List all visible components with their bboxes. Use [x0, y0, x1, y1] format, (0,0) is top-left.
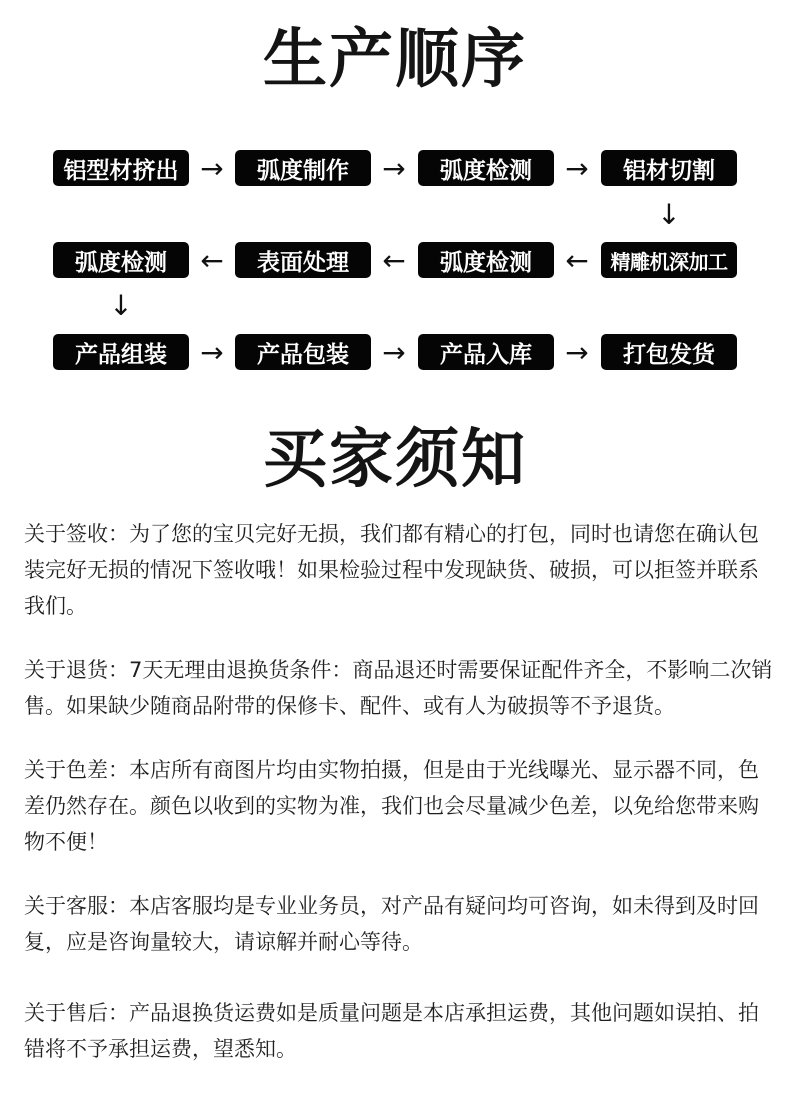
step-cnc-machining: 精雕机深加工: [601, 242, 737, 278]
step-curve-inspection-2: 弧度检测: [418, 242, 554, 278]
production-order-title: 生产顺序: [263, 23, 527, 97]
arrow-left-icon: ←: [565, 243, 589, 277]
notice-label: 关于售后：: [24, 1001, 129, 1025]
notice-label: 关于退货：: [24, 658, 129, 682]
step-aluminum-cutting: 铝材切割: [601, 150, 737, 186]
arrow-right-icon: →: [565, 335, 589, 369]
notice-returns: [24, 652, 776, 724]
arrow-down-icon: ↓: [109, 288, 133, 322]
notice-signing: [24, 516, 776, 624]
arrow-right-icon: →: [382, 151, 406, 185]
step-product-packaging: 产品包装: [235, 334, 371, 370]
buyer-notice-title: 买家须知: [263, 423, 527, 497]
notice-text: 为了您的宝贝完好无损，我们都有精心的打包，同时也请您在确认包装完好无损的情况下签收哦！如果检验过程中发现缺货、破损，可以拒签并联系我们。: [24, 522, 759, 618]
step-curve-inspection-3: 弧度检测: [53, 242, 189, 278]
arrow-left-icon: ←: [200, 243, 224, 277]
notice-customer-service: [24, 888, 776, 960]
step-curve-inspection-1: 弧度检测: [418, 150, 554, 186]
step-pack-and-ship: 打包发货: [601, 334, 737, 370]
notice-text: 产品退换货运费如是质量问题是本店承担运费，其他问题如误拍、拍错将不予承担运费，望悉知。: [24, 1001, 759, 1061]
step-product-warehousing: 产品入库: [418, 334, 554, 370]
arrow-right-icon: →: [565, 151, 589, 185]
arrow-left-icon: ←: [382, 243, 406, 277]
arrow-right-icon: →: [200, 335, 224, 369]
arrow-right-icon: →: [200, 151, 224, 185]
notice-after-sales: [24, 995, 776, 1067]
notice-text: 本店客服均是专业业务员，对产品有疑问均可咨询，如未得到及时回复，应是咨询量较大，请谅解并耐心等待。: [24, 894, 759, 954]
step-aluminum-extrusion: 铝型材挤出: [53, 150, 189, 186]
step-curve-making: 弧度制作: [235, 150, 371, 186]
step-product-assembly: 产品组装: [53, 334, 189, 370]
step-surface-treatment: 表面处理: [235, 242, 371, 278]
notice-label: 关于色差：: [24, 758, 129, 782]
notice-color-difference: [24, 752, 776, 860]
notice-text: 本店所有商图片均由实物拍摄，但是由于光线曝光、显示器不同，色差仍然存在。颜色以收到的实物为准，我们也会尽量减少色差，以免给您带来购物不便！: [24, 758, 759, 854]
notice-text: 7天无理由退换货条件：商品退还时需要保证配件齐全，不影响二次销售。如果缺少随商品附带的保修卡、配件、或有人为破损等不予退货。: [24, 658, 773, 718]
notice-label: 关于客服：: [24, 894, 129, 918]
arrow-down-icon: ↓: [657, 197, 681, 231]
arrow-right-icon: →: [382, 335, 406, 369]
notice-label: 关于签收：: [24, 522, 129, 546]
